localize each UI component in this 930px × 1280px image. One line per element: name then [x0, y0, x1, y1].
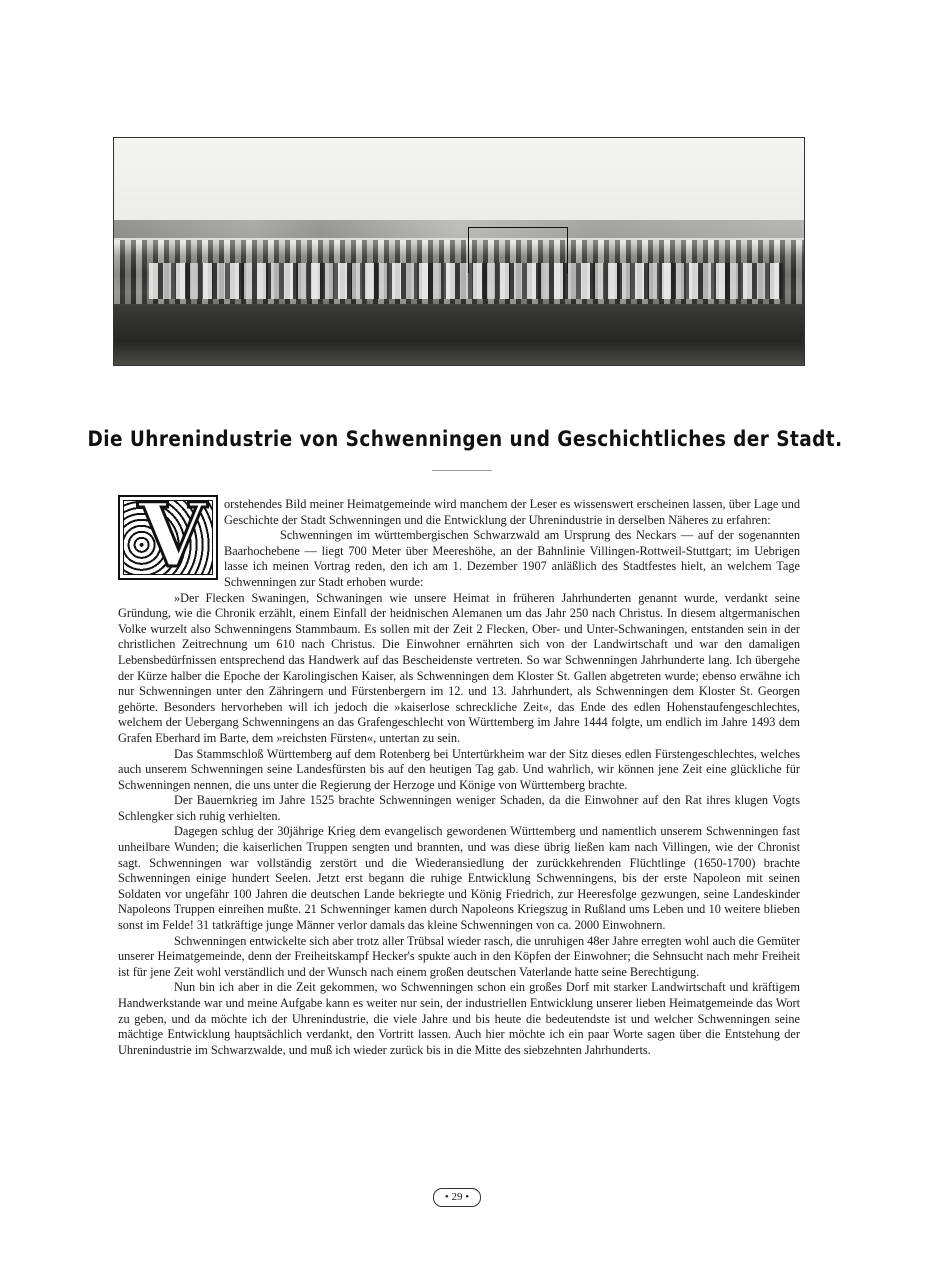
paragraph-4: Das Stammschloß Württemberg auf dem Rotenberg bei Untertürkheim war der Sitz dieses edlen Fürstengeschlechtes, welches auch unserem Schwenningen seine Landesfürsten bis auf den heutigen Tag gab. Und wahrlich, wir können jene Zeit eine glückliche für Schwenningen nennen, die uns unter die Regierung der Herzoge und Könige von Württemberg brachte.: [118, 746, 800, 792]
photo-hills: [114, 220, 804, 238]
paragraph-3: »Der Flecken Swaningen, Schwaningen wie unsere Heimat in früheren Jahrhunderten genannt wurde, verdankt seine Gründung, wie die Chronik erzählt, einem Einfall der heidnischen Alemanen um das Jahr 250 nach Christus. In diesem altgermanischen Volke wurzelt also Schwenningens Stammbaum. Es sollen mit der Zeit 2 Flecken, Ober- und Unter-Schwaningen, entstanden sein in der christlichen Zeitrechnung um 610 nach Christus. Die Einwohner ernährten sich von der Landwirtschaft und war den damaligen Lebensbedürfnissen entsprechend das Handwerk auf das Bescheidenste vertreten. So war Schwenningen Jahrhunderte lang. Ich übergehe der Kürze halber die Epoche der Karolingischen Kaiser, als Schwenningen dem Kloster St. Gallen abgetreten wurde; ebenso erwähne ich nur Schwenningen unter den Zähringern und Fürstenbergern im 12. und 13. Jahrhundert, als Schwenningen dem Kloster St. Georgen gehörte. Besonders hervorheben will ich jedoch die »kaiserlose schreckliche Zeit«, das Ende des edlen Hohenstaufengeschlechtes, welchem der Uebergang Schwenningens an das Grafengeschlecht von Württemberg im Jahre 1444 folgte, um endlich im Jahre 1493 dem Grafen Eberhard im Barte, dem »reichsten Fürsten«, untertan zu sein.: [118, 590, 800, 745]
paragraph-2: Schwenningen im württembergischen Schwarzwald am Ursprung des Neckars — auf der sogenannten Baarhochebene — liegt 700 Meter über Meereshöhe, an der Bahnlinie Villingen-Rottweil-Stuttgart; im Uebrigen lasse ich meinen Vortrag reden, den ich am 1. Dezember 1907 anläßlich des Stadtfestes hielt, an welchem Tage Schwenningen zur Stadt erhoben wurde:: [224, 528, 800, 589]
paragraph-6: Dagegen schlug der 30jährige Krieg dem evangelisch gewordenen Württemberg und namentlich unserem Schwenningen fast unheilbare Wunden; die kaiserlichen Truppen sengten und brannten, und was diese übrig ließen kam nach Villingen, wie der Chronist sagt. Schwenningen war vollständig zerstört und die Wiederansiedlung der zurückkehrenden Flüchtlinge (1650-1700) brachte Schwenningen einige hundert Seelen. Jetzt erst begann die ruhige Entwicklung Schwenningens, bis der erste Napoleon mit seinen Soldaten vor ungefähr 100 Jahren die deutschen Lande bekriegte und König Friedrich, zur Heeresfolge gezwungen, seine Landeskinder Napoleons Truppen einreihen mußte. 21 Schwenninger kamen durch Napoleons Kriegszug in Rußland ums Leben und 10 weitere blieben sonst im Felde! 31 tatkräftige junge Männer verlor damals das kleine Schwenningen von ca. 2000 Einwohnern.: [118, 824, 800, 933]
page-number: • 29 •: [433, 1188, 481, 1207]
photo-town-foreground: [149, 263, 784, 299]
paragraph-1: orstehendes Bild meiner Heimatgemeinde wird manchem der Leser es wissenswert erscheinen lassen, über Lage und Geschichte der Stadt Schwenningen und die Entwicklung der Uhrenindustrie in derselben Näheres zu erfahren:: [224, 497, 800, 527]
drop-cap-ornament: [118, 495, 218, 580]
paragraph-8: Nun bin ich aber in die Zeit gekommen, wo Schwenningen schon ein großes Dorf mit starker Landwirtschaft und kräftigem Handwerkstande war und meine Aufgabe kann es weiter nur sein, der industriellen Entwicklung unserer lieben Heimatgemeinde das Wort zu geben, und da möchte ich der Uhrenindustrie, die viele Jahre und bis heute die bedeutendste ist und welcher Schwenningen seine mächtige Entwicklung hauptsächlich verdankt, den Vortritt lassen. Auch hier möchte ich ein paar Worte sagen über die Entstehung der Uhrenindustrie im Schwarzwalde, und muß ich wieder zurück bis in die Mitte des siebzehnten Jahrhunderts.: [118, 980, 800, 1057]
paragraph-5: Der Bauernkrieg im Jahre 1525 brachte Schwenningen weniger Schaden, da die Einwohner auf den Rat ihres klugen Vogts Schlengker sich ruhig verhielten.: [118, 793, 800, 823]
article-title: Die Uhrenindustrie von Schwenningen und Geschichtliches der Stadt.: [87, 427, 843, 451]
paragraph-7: Schwenningen entwickelte sich aber trotz aller Trübsal wieder rasch, die unruhigen 48er Jahre erregten wohl auch die Gemüter unserer Heimatgemeinde, denn der Freiheitskampf Hecker's spukte auch in den Köpfen der Einwohner; die Sehnsucht nach mehr Freiheit ist für jene Zeit wohl verständlich und der Wunsch nach einem großen deutschen Vaterlande hatte seine Berechtigung.: [118, 933, 800, 979]
panorama-photo: [113, 137, 805, 366]
article-body: [118, 497, 800, 1058]
title-divider: [432, 470, 492, 471]
photo-highlight-rectangle: [468, 227, 568, 273]
photo-field: [114, 306, 804, 365]
drop-cap-letter: V: [138, 495, 207, 580]
